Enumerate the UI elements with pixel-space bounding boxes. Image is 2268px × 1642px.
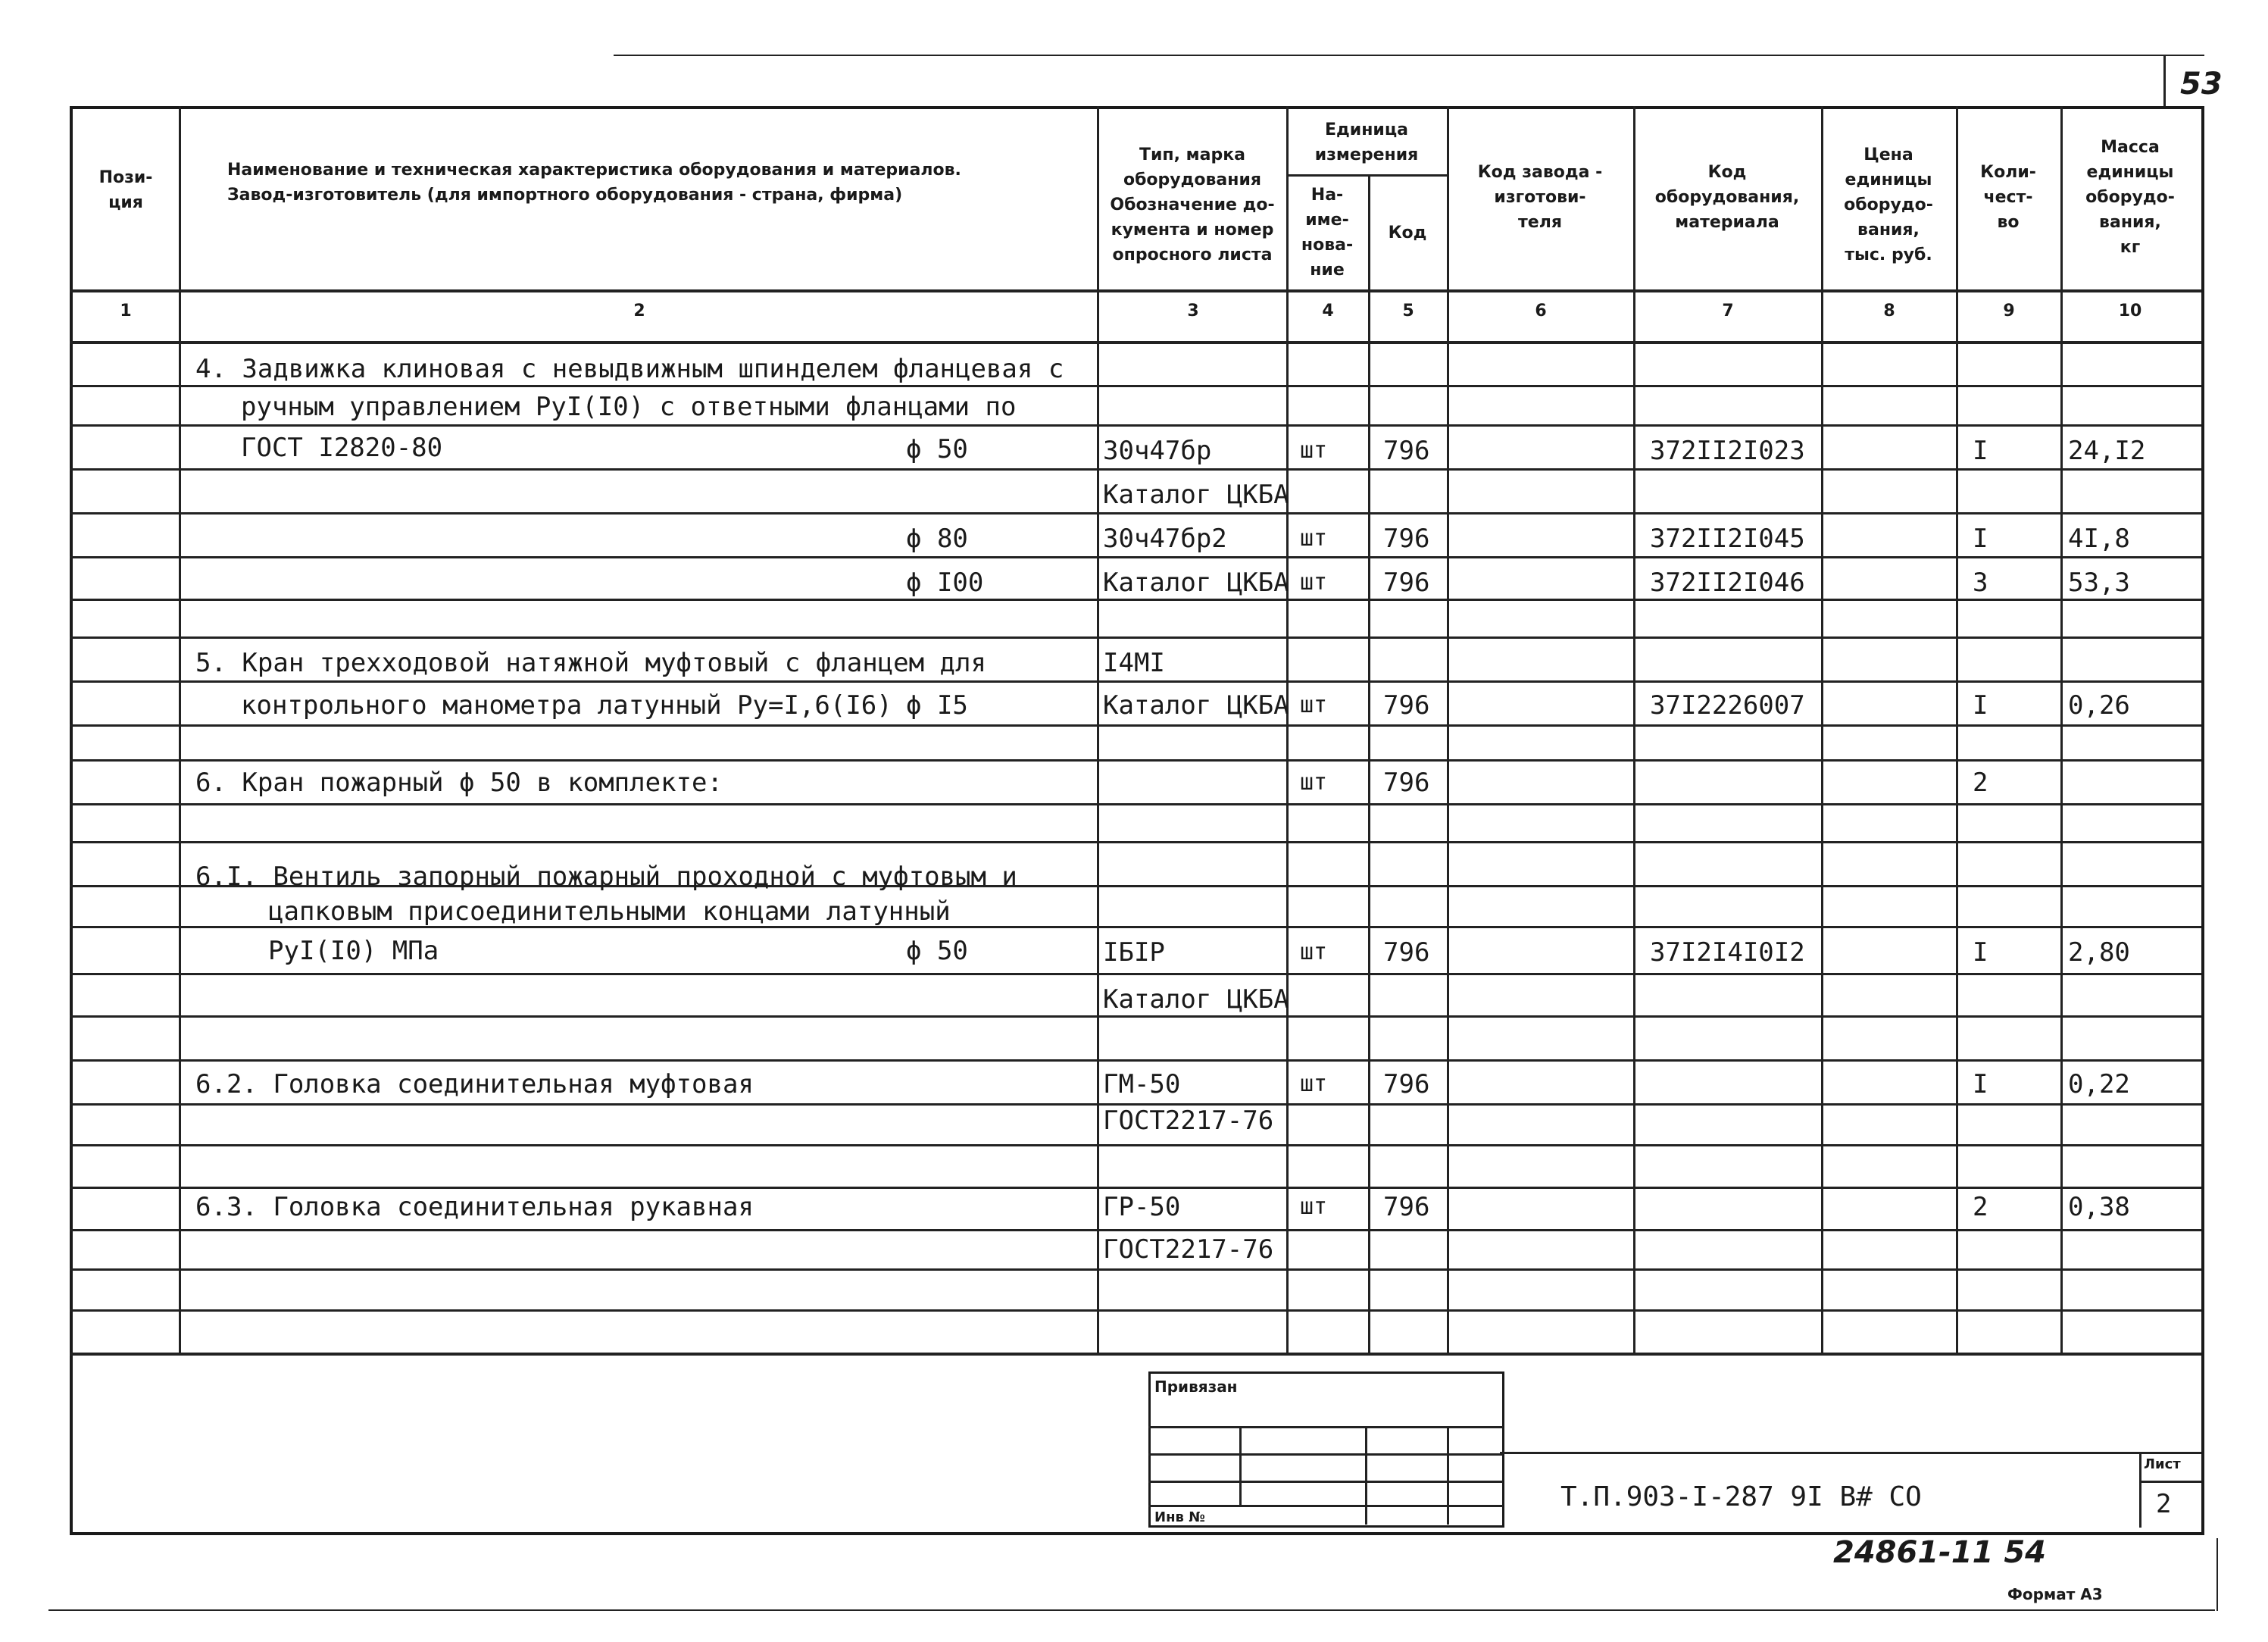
- item-5-type: I4МI: [1103, 648, 1165, 678]
- col-number-10: 10: [2118, 302, 2142, 321]
- col-numbers-bottom-line: [70, 341, 2201, 344]
- item-6-1-unit-code: 796: [1383, 937, 1430, 968]
- item-4c-mass: 53,3: [2068, 568, 2130, 598]
- col-line: [1821, 106, 1823, 1353]
- title-block-top-line: [1500, 1452, 2201, 1454]
- item-4b-unit-code: 796: [1383, 524, 1430, 554]
- table-body-bottom-line: [70, 1353, 2201, 1356]
- row-line: [70, 1229, 2201, 1231]
- page-number-box: [2163, 55, 2166, 106]
- item-6-1-equip-code: 37I2I4I0I2: [1650, 937, 1805, 968]
- col-number-2: 2: [633, 302, 645, 321]
- item-6-3-type: ГР-50: [1103, 1192, 1181, 1222]
- header-qty: Коли- чест- во: [1980, 162, 2036, 232]
- item-6-1-name-line3: РуI(I0) МПа: [268, 936, 439, 966]
- col-line: [1633, 106, 1635, 1353]
- header-equip-code: Код оборудования, материала: [1654, 162, 1800, 232]
- col-line: [1286, 106, 1289, 1353]
- item-5-catalog: Каталог ЦКБА: [1103, 690, 1289, 721]
- item-4b-mass: 4I,8: [2068, 524, 2130, 554]
- row-line: [70, 973, 2201, 975]
- item-6-2-standard: ГОСТ2217-76: [1103, 1106, 1274, 1136]
- sheet-box-line: [2139, 1452, 2141, 1528]
- item-4c-equip-code: 372II2I046: [1650, 568, 1805, 598]
- header-pos: Пози- ция: [98, 168, 153, 212]
- document-code: Т.П.903-I-287 9I В# СО: [1560, 1481, 1922, 1512]
- item-5-unit: шт: [1300, 692, 1328, 718]
- row-line: [70, 1144, 2201, 1146]
- row-line: [70, 512, 2201, 514]
- col-line: [1368, 174, 1370, 1353]
- item-4b-type: 30ч47бр2: [1103, 524, 1227, 554]
- item-6-1-dn50: ϕ 50: [906, 936, 968, 966]
- item-4-unit: шт: [1300, 437, 1328, 464]
- item-5-unit-code: 796: [1383, 690, 1430, 721]
- col-number-6: 6: [1535, 302, 1547, 321]
- item-4-name-line2: ручным управлением РуI(I0) с ответными фланцами по: [241, 392, 1017, 422]
- format-label: Формат А3: [2007, 1585, 2103, 1603]
- item-6-unit-code: 796: [1383, 768, 1430, 798]
- sheet-box-line: [2139, 1481, 2201, 1483]
- item-6-1-catalog: Каталог ЦКБА: [1103, 984, 1289, 1015]
- item-4c-catalog: Каталог ЦКБА: [1103, 568, 1289, 598]
- stamp-col: [1365, 1426, 1367, 1525]
- col-number-9: 9: [2003, 302, 2015, 321]
- item-6-qty: 2: [1973, 768, 1988, 798]
- item-6-2-unit-code: 796: [1383, 1069, 1430, 1099]
- item-4c-qty: 3: [1973, 568, 1988, 598]
- header-factory-code: Код завода - изготови- теля: [1477, 162, 1603, 232]
- item-6-2-name: 6.2. Головка соединительная муфтовая: [195, 1069, 754, 1099]
- row-line: [70, 1187, 2201, 1189]
- item-4-equip-code: 372II2I023: [1650, 436, 1805, 466]
- item-4-mass: 24,I2: [2068, 436, 2146, 466]
- item-6-3-standard: ГОСТ2217-76: [1103, 1234, 1274, 1265]
- header-price: Цена единицы оборудо- вания, тыс. руб.: [1844, 145, 1933, 264]
- item-6-1-name-line2: цапковым присоединительными концами латунный: [268, 896, 951, 927]
- item-6-1-mass: 2,80: [2068, 937, 2130, 968]
- item-6-1-name-line1: 6.I. Вентиль запорный пожарный проходной с муфтовым и: [195, 862, 1017, 892]
- row-line: [70, 1268, 2201, 1271]
- header-unit: Единица измерения: [1314, 120, 1419, 164]
- item-4b-qty: I: [1973, 524, 1988, 554]
- col-number-1: 1: [120, 302, 132, 321]
- top-rule: [614, 55, 2204, 56]
- item-6-1-unit: шт: [1300, 939, 1328, 965]
- item-6-3-mass: 0,38: [2068, 1192, 2130, 1222]
- item-6-1-type: IБIР: [1103, 937, 1165, 968]
- stamp-col: [1239, 1426, 1242, 1505]
- item-6-2-qty: I: [1973, 1069, 1988, 1099]
- col-number-7: 7: [1722, 302, 1734, 321]
- col-number-3: 3: [1187, 302, 1199, 321]
- binding-stamp-label: Привязан: [1154, 1378, 1238, 1396]
- item-5-dn15: ϕ I5: [906, 690, 968, 721]
- col-line: [1956, 106, 1958, 1353]
- row-line: [70, 385, 2201, 387]
- item-4b-dn80: ϕ 80: [906, 524, 968, 554]
- unit-subheader-line: [1286, 174, 1447, 177]
- row-line: [70, 759, 2201, 762]
- sheet-label: Лист: [2144, 1456, 2181, 1472]
- header-name: Наименование и техническая характеристика оборудования и материалов. Завод-изготовитель (для импортного оборудования - страна, фирма): [227, 161, 961, 205]
- item-6-3-unit-code: 796: [1383, 1192, 1430, 1222]
- item-5-qty: I: [1973, 690, 1988, 721]
- col-line: [2060, 106, 2063, 1353]
- row-line: [70, 1015, 2201, 1018]
- page-number: 53: [2180, 67, 2223, 102]
- sheet-number: 2: [2156, 1489, 2172, 1519]
- item-5-name-line2: контрольного манометра латунный Ру=I,6(I6): [241, 690, 892, 721]
- row-line: [70, 680, 2201, 683]
- item-4c-unit-code: 796: [1383, 568, 1430, 598]
- row-line: [70, 556, 2201, 558]
- item-6-2-unit: шт: [1300, 1071, 1328, 1097]
- col-number-5: 5: [1402, 302, 1414, 321]
- row-line: [70, 1309, 2201, 1312]
- stamp-col: [1447, 1426, 1449, 1525]
- item-4b-equip-code: 372II2I045: [1650, 524, 1805, 554]
- item-4b-unit: шт: [1300, 525, 1328, 552]
- item-4-unit-code: 796: [1383, 436, 1430, 466]
- row-line: [70, 424, 2201, 427]
- stamp-line: [1148, 1453, 1503, 1456]
- header-mass: Масса единицы оборудо- вания, кг: [2085, 137, 2175, 257]
- item-6-name: 6. Кран пожарный ϕ 50 в комплекте:: [195, 768, 723, 798]
- item-6-3-name: 6.3. Головка соединительная рукавная: [195, 1192, 754, 1222]
- row-line: [70, 724, 2201, 727]
- item-4-catalog: Каталог ЦКБА: [1103, 480, 1289, 510]
- stamp-line: [1148, 1505, 1503, 1507]
- item-4-name-line3: ГОСТ I2820-80: [241, 433, 443, 463]
- item-6-unit: шт: [1300, 769, 1328, 796]
- item-6-2-mass: 0,22: [2068, 1069, 2130, 1099]
- col-number-8: 8: [1883, 302, 1895, 321]
- page-bottom-rule: [48, 1609, 2215, 1611]
- col-line: [1097, 106, 1099, 1353]
- item-6-3-unit: шт: [1300, 1193, 1328, 1220]
- item-4-dn50: ϕ 50: [906, 434, 968, 464]
- row-line: [70, 468, 2201, 471]
- inventory-number-label: Инв №: [1154, 1509, 1205, 1525]
- item-6-2-type: ГМ-50: [1103, 1069, 1181, 1099]
- archive-number: 24861-11 54: [1833, 1535, 2047, 1570]
- item-5-name-line1: 5. Кран трехходовой натяжной муфтовый с фланцем для: [195, 648, 986, 678]
- header-type: Тип, марка оборудования Обозначение до- кумента и номер опросного листа: [1110, 145, 1275, 264]
- item-6-3-qty: 2: [1973, 1192, 1988, 1222]
- stamp-line: [1148, 1481, 1503, 1483]
- row-line: [70, 803, 2201, 805]
- item-5-mass: 0,26: [2068, 690, 2130, 721]
- item-6-1-qty: I: [1973, 937, 1988, 968]
- item-4-name-line1: 4. Задвижка клиновая с невыдвижным шпинделем фланцевая с: [195, 354, 1064, 384]
- col-line: [179, 106, 181, 1353]
- row-line: [70, 841, 2201, 843]
- header-unit-name: На- име- нова- ние: [1301, 186, 1354, 280]
- col-line: [1447, 106, 1449, 1353]
- item-5-equip-code: 37I2226007: [1650, 690, 1805, 721]
- item-4-qty: I: [1973, 436, 1988, 466]
- page-right-rule: [2216, 1538, 2218, 1611]
- stamp-line: [1148, 1426, 1503, 1428]
- item-4-type: 30ч47бр: [1103, 436, 1212, 466]
- row-line: [70, 636, 2201, 639]
- header-bottom-line: [70, 289, 2201, 292]
- item-4c-dn100: ϕ I00: [906, 568, 984, 598]
- header-unit-code: Код: [1388, 223, 1427, 242]
- row-line: [70, 599, 2201, 601]
- item-4c-unit: шт: [1300, 569, 1328, 596]
- row-line: [70, 1059, 2201, 1062]
- col-number-4: 4: [1322, 302, 1334, 321]
